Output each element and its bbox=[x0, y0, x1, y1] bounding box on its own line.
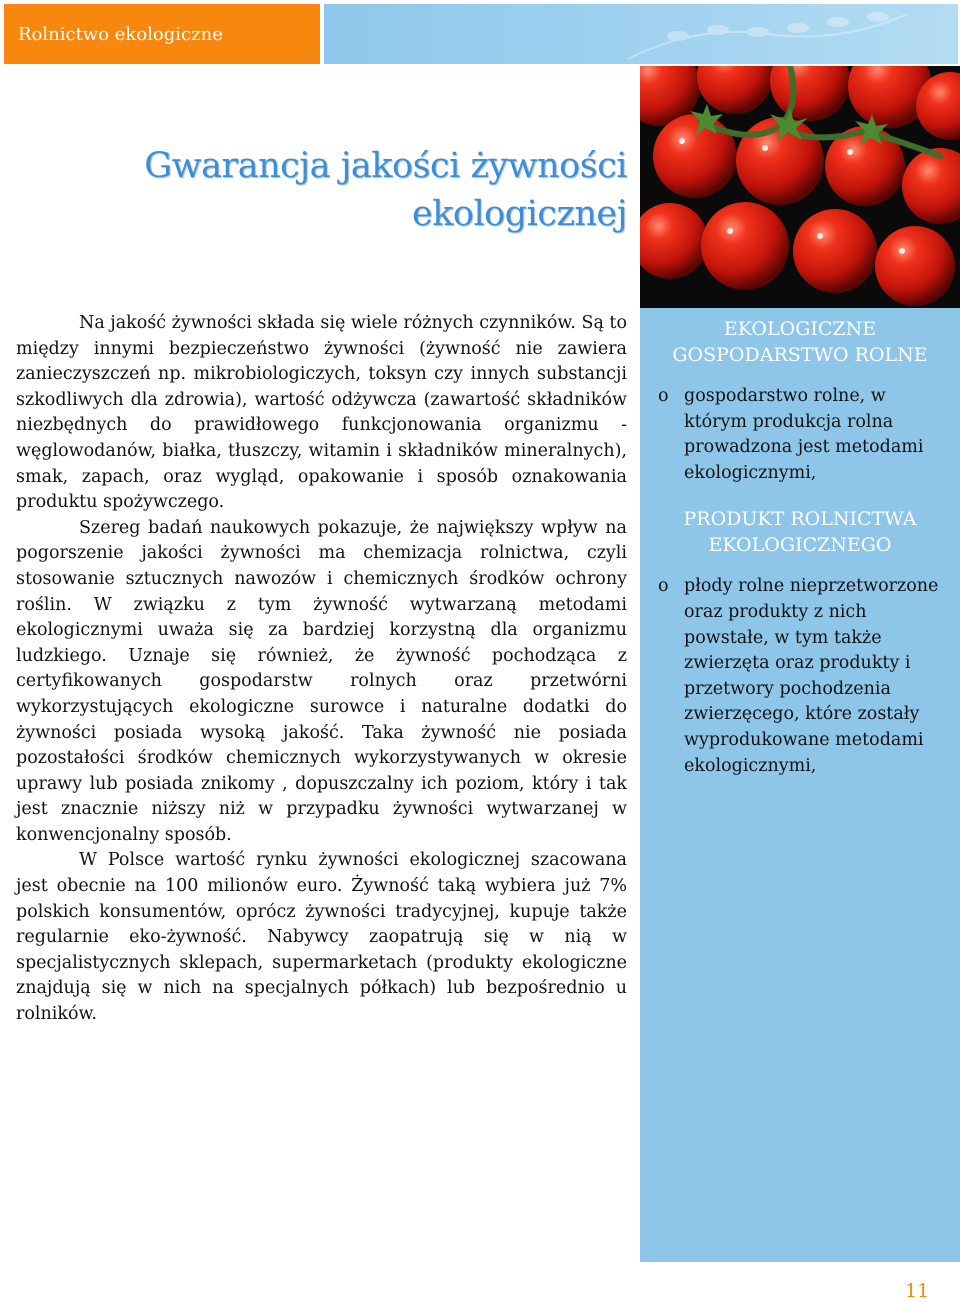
list-item bbox=[658, 574, 940, 779]
sidebar-heading-farm: EKOLOGICZNE GOSPODARSTWO ROLNE bbox=[672, 318, 928, 366]
tomatoes-image bbox=[640, 66, 960, 308]
article-body bbox=[16, 311, 627, 1028]
page-title-line2: ekologicznej bbox=[411, 194, 627, 234]
page-number: 11 bbox=[905, 1280, 930, 1302]
list-item-text: gospodarstwo rolne, w którym produkcja rolna prowadzona jest metodami ekologicznymi, bbox=[684, 386, 924, 483]
bullet-icon: o bbox=[658, 386, 669, 406]
sidebar-heading-product: PRODUKT ROLNICTWA EKOLOGICZNEGO bbox=[683, 508, 917, 557]
page-title-line1: Gwarancja jakości żywności bbox=[144, 146, 627, 186]
section-label-text: Rolnictwo ekologiczne bbox=[18, 23, 223, 45]
tomatoes-photo bbox=[640, 66, 960, 308]
paragraph: W Polsce wartość rynku żywności ekologicznej szacowana jest obecnie na 100 milionów euro. Żywność taką wybiera już 7% polskich konsumentów, oprócz żywności tradycyjnej, kupuje także regularnie eko-żywność. Nabywcy zaopatrują się w nią w specjalistycznych sklepach, supermarketach (produkty ekologiczne znajdują się w nich na specjalnych półkach) lub bezpośrednio u rolników. bbox=[16, 850, 627, 1025]
sidebar-list-product bbox=[658, 574, 940, 779]
list-item-text: płody rolne nieprzetworzone oraz produkty z nich powstałe, w tym także zwierzęta oraz produkty i przetwory pochodzenia zwierzęcego, które zostały wyprodukowane metodami ekologicznymi, bbox=[684, 576, 939, 776]
header-banner bbox=[324, 4, 958, 64]
bullet-icon: o bbox=[658, 576, 669, 597]
sidebar-list-farm bbox=[658, 384, 940, 486]
definitions-sidebar bbox=[640, 308, 960, 1262]
paragraph: Szereg badań naukowych pokazuje, że największy wpływ na pogorszenie jakości żywności ma chemizacja rolnictwa, czyli stosowanie sztucznych nawozów i chemicznych środków ochrony roślin. W związku z tym żywność wytwarzaną metodami ekologicznymi uważa się za bardziej korzystną dla organizmu ludzkiego. Uznaje się również, że żywność pochodząca z certyfikowanych gospodarstw rolnych oraz przetwórni wykorzystujących ekologiczne surowce i naturalne dodatki do żywności posiada wysoką jakość. Taka żywność nie posiada pozostałości środków chemicznych wykorzystywanych w okresie uprawy lub posiada znikomy , dopuszczalny ich poziom, który i tak jest znacznie niższy niż w przypadku żywności wytwarzanej w konwencjonalny sposób. bbox=[16, 517, 627, 845]
page-title bbox=[100, 142, 627, 238]
list-item bbox=[658, 384, 940, 486]
wheat-decoration-icon bbox=[618, 4, 918, 64]
section-label bbox=[4, 4, 320, 64]
paragraph: Na jakość żywności składa się wiele różnych czynników. Są to między innymi bezpieczeństwo żywności (żywność nie zawiera zanieczyszczeń np. mikrobiologiczych, toksyn czy innych substancji szkodliwych dla zdrowia), wartość odżywcza (zawartość składników niezbędnych do prawidłowego funkcjonowania organizmu - węglowodanów, białka, tłuszczy, witamin i składników mineralnych), smak, zapach, oraz wygląd, opakowanie i sposób oznakowania produktu spożywczego. bbox=[16, 313, 628, 513]
